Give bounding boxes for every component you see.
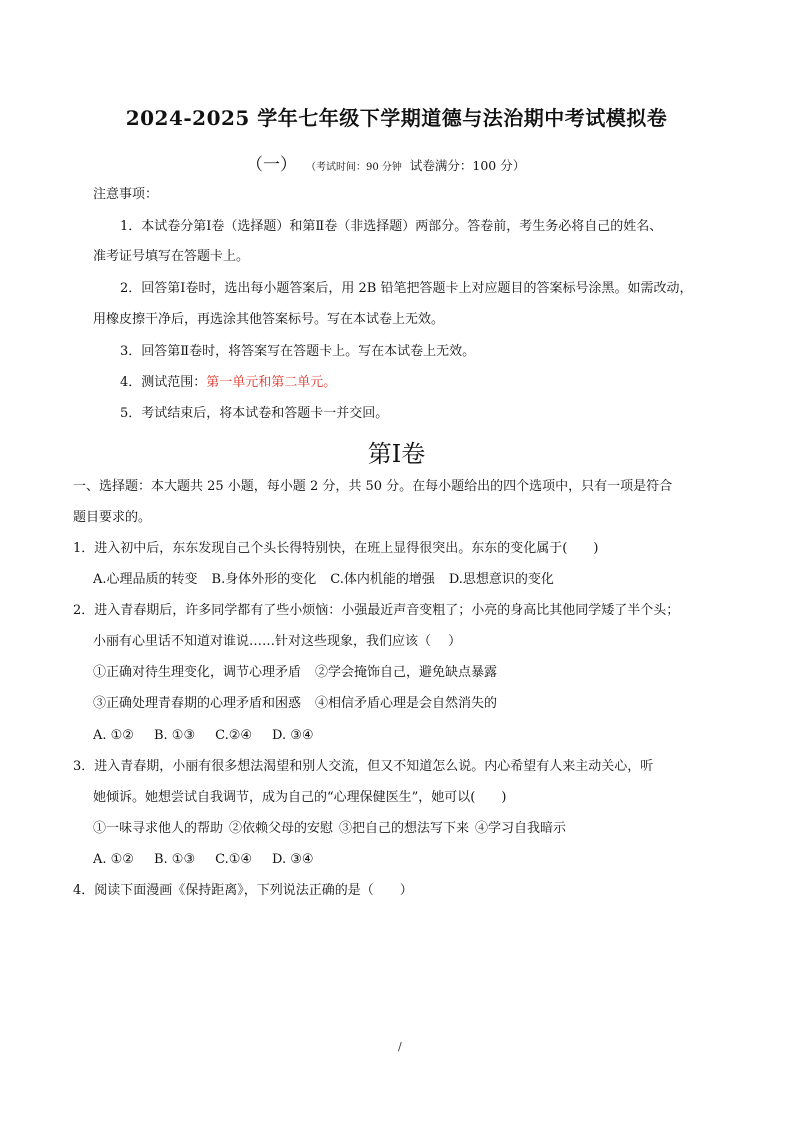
notice-item-1-cont: 准考证号填写在答题卡上。 <box>93 249 250 264</box>
notice-item-3: 3．回答第Ⅱ卷时，将答案写在答题卡上。写在本试卷上无效。 <box>120 344 476 359</box>
section-1-intro-cont: 题目要求的。 <box>73 510 152 525</box>
q3-statements <box>93 820 566 838</box>
notice-item-2-cont: 用橡皮擦干净后，再选涂其他答案标号。写在本试卷上无效。 <box>93 312 445 327</box>
subtitle-number: （一） <box>246 155 297 175</box>
question-2-stem-cont: 小丽有心里话不知道对谁说……针对这些现象，我们应该（ ） <box>93 634 462 649</box>
section-1-intro: 一、选择题：本大题共 25 小题，每小题 2 分，共 50 分。在每小题给出的四个选项中，只有一项是符合 <box>73 479 673 494</box>
q2-option-c: C.②④ <box>215 728 253 743</box>
notice-item-1: 1．本试卷分第Ⅰ卷（选择题）和第Ⅱ卷（非选择题）两部分。答卷前，考生务必将自己的姓名、 <box>120 219 663 234</box>
q2-option-a: A. ①② <box>93 728 134 743</box>
question-3-stem-cont: 她倾诉。她想尝试自我调节，成为自己的“心理保健医生”，她可以( ) <box>93 790 507 805</box>
q1-option-b: B.身体外形的变化 <box>211 572 317 587</box>
q3-option-d: D. ③④ <box>272 852 314 867</box>
q1-option-d: D.思想意识的变化 <box>448 572 554 587</box>
exam-time: （考试时间：90 分钟 <box>311 162 402 173</box>
question-4-stem: 4．阅读下面漫画《保持距离》，下列说法正确的是（ ） <box>73 883 413 898</box>
exam-title: 2024-2025 学年七年级下学期道德与法治期中考试模拟卷 <box>125 106 668 130</box>
q3-option-c: C.①④ <box>215 852 253 867</box>
question-3-options <box>93 851 314 869</box>
notice-item-2: 2．回答第Ⅰ卷时，选出每小题答案后，用 2B 铅笔把答题卡上对应题目的答案标号涂黑。如需改动， <box>120 281 693 296</box>
q1-option-c: C.体内机能的增强 <box>330 572 435 587</box>
q2-statements-row-1 <box>93 664 497 682</box>
q1-option-a: A.心理品质的转变 <box>93 572 198 587</box>
q3-statement-4: ④学习自我暗示 <box>475 821 567 836</box>
question-1-stem: 1．进入初中后，东东发现自己个头长得特别快，在班上显得很突出。东东的变化属于( ) <box>73 541 599 556</box>
notice-item-4 <box>120 374 336 392</box>
q2-statements-row-2 <box>93 695 497 713</box>
q3-option-a: A. ①② <box>93 852 134 867</box>
q2-option-b: B. ①③ <box>153 728 196 743</box>
q2-statement-4: ④相信矛盾心理是会自然消失的 <box>315 696 498 711</box>
q2-option-d: D. ③④ <box>272 728 314 743</box>
q2-statement-1: ①正确对待生理变化，调节心理矛盾 <box>93 665 302 680</box>
volume-title: 第Ⅰ卷 <box>367 440 426 468</box>
page-footer: / <box>398 1040 402 1053</box>
q3-statement-2: ②依赖父母的安慰 <box>229 821 334 836</box>
question-3-stem: 3．进入青春期，小丽有很多想法渴望和别人交流，但又不知道怎么说。内心希望有人来主动关心，听 <box>73 759 654 774</box>
question-2-stem: 2．进入青春期后，许多同学都有了些小烦恼：小强最近声音变粗了；小亮的身高比其他同学矮了半个头； <box>73 603 680 618</box>
notice-heading: 注意事项： <box>93 187 159 202</box>
q2-statement-3: ③正确处理青春期的心理矛盾和困惑 <box>93 696 302 711</box>
notice-item-4-prefix: 4．测试范围： <box>120 375 207 390</box>
exam-subtitle <box>246 150 525 175</box>
q3-option-b: B. ①③ <box>153 852 196 867</box>
q3-statement-1: ①一味寻求他人的帮助 <box>93 821 224 836</box>
question-2-options <box>93 727 314 745</box>
question-1-options <box>93 571 554 589</box>
full-score: 试卷满分：100 分） <box>409 158 526 173</box>
q3-statement-3: ③把自己的想法写下来 <box>339 821 470 836</box>
notice-item-5: 5．考试结束后，将本试卷和答题卡一并交回。 <box>120 406 389 421</box>
q2-statement-2: ②学会掩饰自己，避免缺点暴露 <box>315 665 498 680</box>
test-scope: 第一单元和第二单元。 <box>206 375 337 390</box>
